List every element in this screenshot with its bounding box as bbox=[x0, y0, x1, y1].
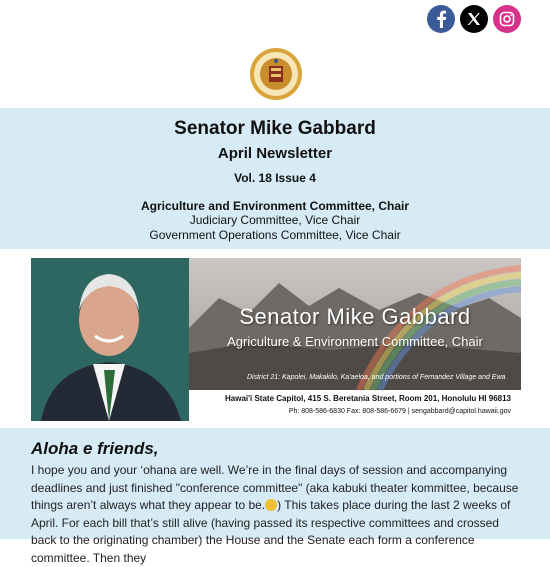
senator-banner bbox=[31, 258, 521, 421]
banner-contact: Ph: 808-586-6830 Fax: 808-586-6679 | sengabbard@capitol.hawaii.gov bbox=[288, 408, 511, 415]
header-band bbox=[0, 108, 550, 249]
social-links bbox=[427, 5, 521, 33]
senator-name: Senator Mike Gabbard bbox=[174, 118, 376, 139]
state-seal-icon bbox=[249, 47, 303, 101]
instagram-icon[interactable] bbox=[493, 5, 521, 33]
facebook-icon[interactable] bbox=[427, 5, 455, 33]
banner-title-area bbox=[189, 258, 521, 421]
message-text-1: I hope you and your ‘ohana are well. We’re in the final days of session and accompanying deadlines and just finished "conference committee" (aka kabuki theater kommittee, because things aren’t always what they appear to be. bbox=[31, 463, 519, 512]
banner-committee: Agriculture & Environment Committee, Chair bbox=[227, 334, 483, 349]
issue-label: Vol. 18 Issue 4 bbox=[234, 171, 316, 185]
message-text-2: ) This takes place during the last 2 weeks of April. For each bill that’s still alive (having passed its respective committees and crossed back to the originating chamber) the House and the Senate each form a conference committee. Then they bbox=[31, 498, 511, 565]
top-bar bbox=[0, 0, 550, 108]
message-body bbox=[31, 462, 525, 567]
banner-landscape bbox=[189, 258, 521, 390]
banner-address: Hawai'i State Capitol, 415 S. Beretania Street, Room 201, Honolulu HI 96813 bbox=[225, 394, 511, 403]
message-section bbox=[0, 428, 550, 565]
committee-chair: Agriculture and Environment Committee, Chair bbox=[140, 199, 410, 213]
committee-judiciary: Judiciary Committee, Vice Chair bbox=[189, 213, 361, 227]
greeting: Aloha e friends, bbox=[31, 439, 159, 458]
senator-photo bbox=[31, 258, 189, 421]
committee-government-operations: Government Operations Committee, Vice Chair bbox=[149, 228, 401, 242]
banner-name: Senator Mike Gabbard bbox=[239, 304, 471, 329]
smile-emoji-icon bbox=[265, 499, 277, 511]
x-icon[interactable] bbox=[460, 5, 488, 33]
banner-district: District 21: Kapolei, Makakilo, Ka'aeloa, and portions of Fernandez Village and Ewa bbox=[247, 374, 506, 381]
newsletter-title: April Newsletter bbox=[217, 145, 333, 162]
